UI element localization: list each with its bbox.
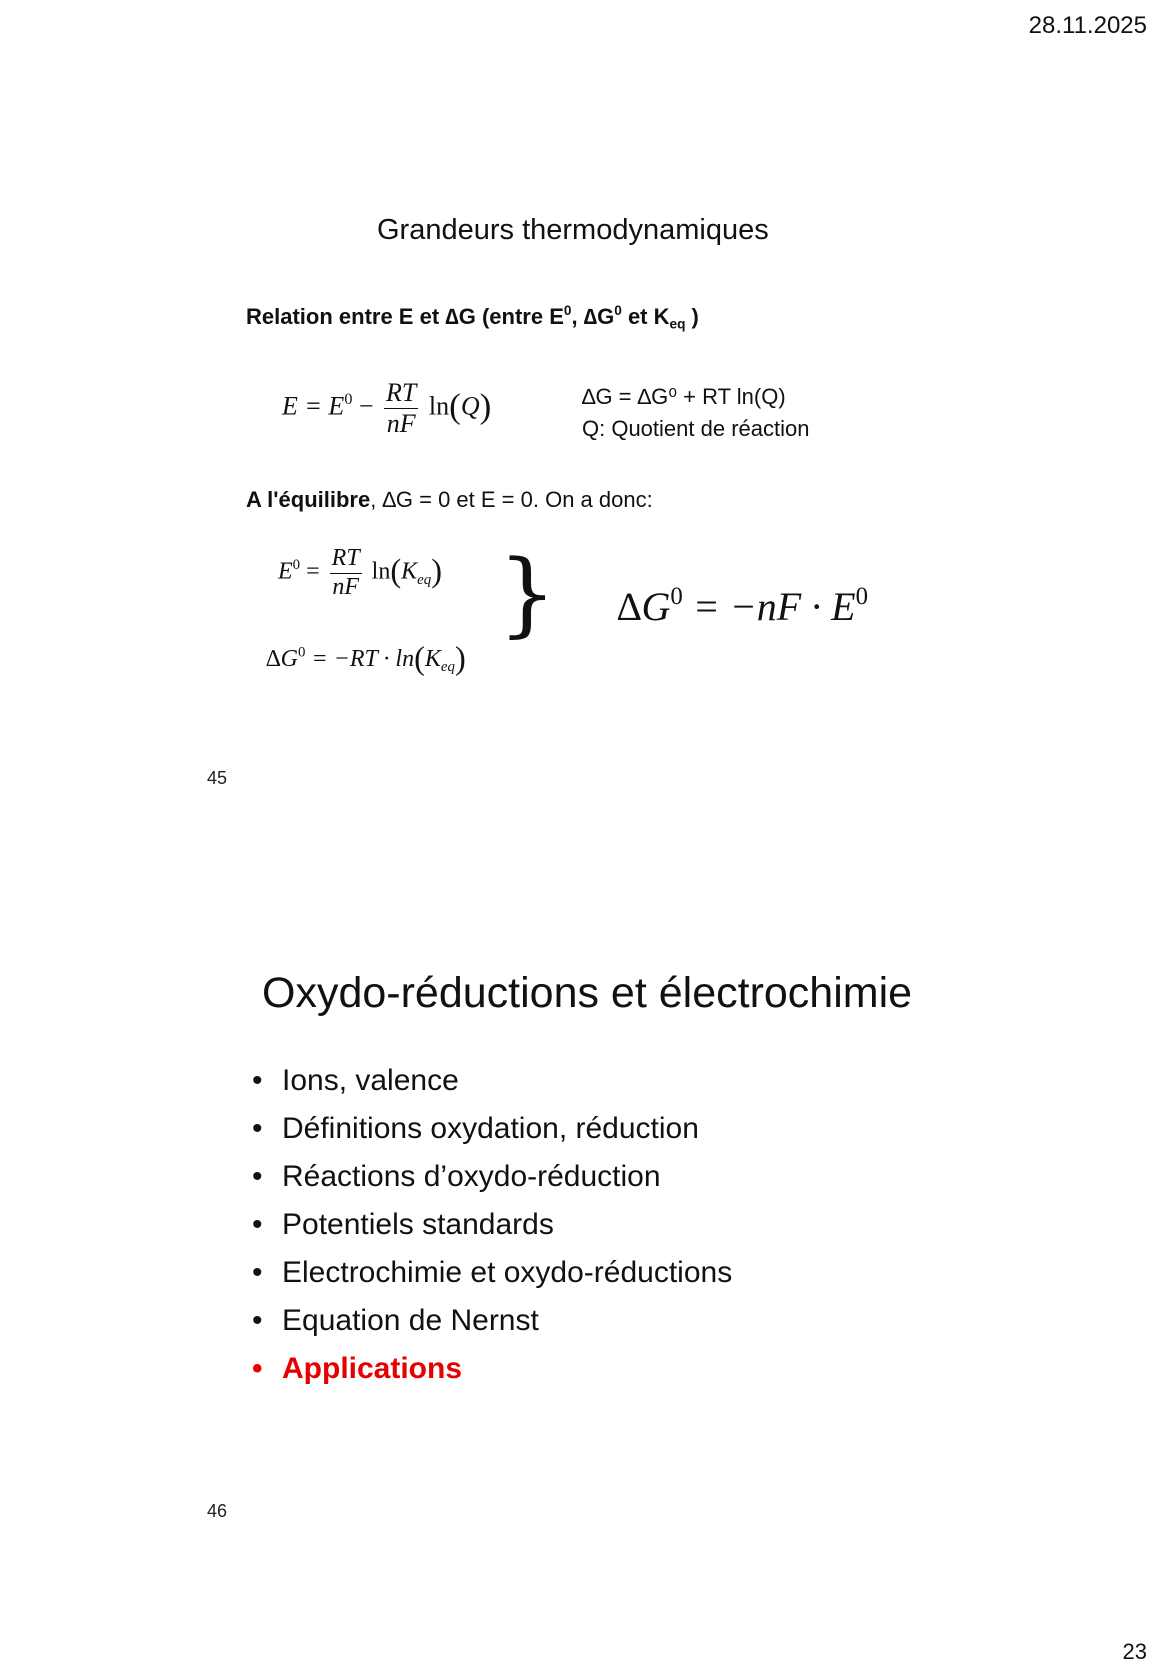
- nernst-fraction: $\frac{RT}{nF}$: [386, 378, 417, 438]
- list-item: • Définitions oxydation, réduction: [252, 1105, 732, 1153]
- list-item: • Potentiels standards: [252, 1201, 732, 1249]
- slide-45-title: Grandeurs thermodynamiques: [377, 214, 769, 246]
- list-item-highlighted: • Applications: [252, 1345, 732, 1393]
- page-number: 23: [1122, 1639, 1147, 1664]
- dg0-equation: $\Delta G^0 = -RT \cdot \ln(K_{eq})$: [266, 641, 466, 677]
- relation-heading: Relation entre E et ∆G (entre $E^0$, $\Delta G^0$ et $K_{eq}$ ): [246, 303, 699, 332]
- e0-equation: $E^0$ = $\frac{RT}{nF}$ $\ln(K_{eq})$: [278, 545, 442, 600]
- list-item: • Equation de Nernst: [252, 1297, 732, 1345]
- right-brace: }: [498, 540, 557, 647]
- e0-fraction: $\frac{RT}{nF}$: [331, 545, 360, 600]
- delta-g-equation: ∆G = ∆G⁰ + RT ln(Q): [582, 384, 786, 409]
- topic-list: [252, 1057, 732, 1393]
- quotient-definition: Q: Quotient de réaction: [582, 416, 810, 441]
- slide-46-title: Oxydo-réductions et électrochimie: [262, 969, 913, 1017]
- list-item: • Electrochimie et oxydo-réductions: [252, 1249, 732, 1297]
- slide-45-number: 45: [207, 768, 228, 788]
- equilibrium-statement: A l'équilibre, ∆G = 0 et E = 0. On a donc:: [246, 487, 653, 512]
- list-item: • Ions, valence: [252, 1057, 732, 1105]
- list-item: • Réactions d’oxydo-réduction: [252, 1153, 732, 1201]
- result-equation: $\Delta G^0 = -nF \cdot E^0$: [617, 583, 869, 630]
- nernst-equation: $E = E^0$ − $\frac{RT}{nF}$ ln(Q): [282, 378, 492, 438]
- print-date: 28.11.2025: [1028, 12, 1147, 39]
- slide-46-number: 46: [207, 1501, 228, 1521]
